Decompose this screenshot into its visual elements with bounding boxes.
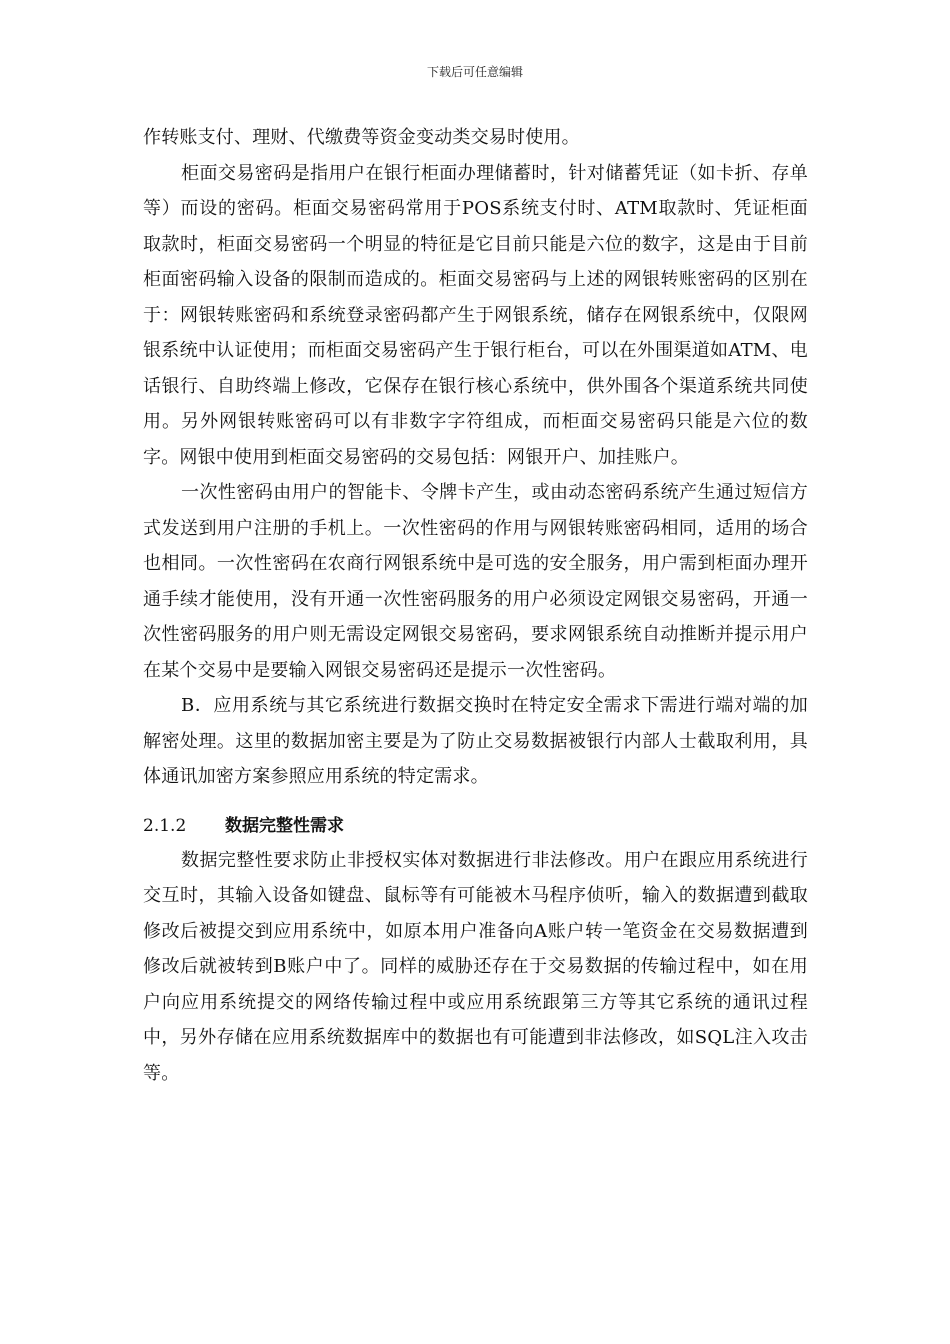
paragraph-data-integrity: 数据完整性要求防止非授权实体对数据进行非法修改。用户在跟应用系统进行交互时，其输入设备如键盘、鼠标等有可能被木马程序侦听，输入的数据遭到截取修改后被提交到应用系统中，如原本用户准备向A账户转一笔资金在交易数据遭到修改后就被转到B账户中了。同样的威胁还存在于交易数据的传输过程中，如在用户向应用系统提交的网络传输过程中或应用系统跟第三方等其它系统的通讯过程中，另外存储在应用系统数据库中的数据也有可能遭到非法修改，如SQL注入攻击等。 (143, 849, 808, 1084)
page-header: 下载后可任意编辑 (426, 65, 523, 79)
section-title: 数据完整性需求 (225, 815, 344, 836)
section-heading (143, 809, 808, 843)
section-number: 2.1.2 (143, 815, 187, 836)
paragraph-encryption: B．应用系统与其它系统进行数据交换时在特定安全需求下需进行端对端的加解密处理。这里的数据加密主要是为了防止交易数据被银行内部人士截取利用，具体通讯加密方案参照应用系统的特定需求。 (143, 695, 808, 787)
paragraph-one-time-password: 一次性密码由用户的智能卡、令牌卡产生，或由动态密码系统产生通过短信方式发送到用户注册的手机上。一次性密码的作用与网银转账密码相同，适用的场合也相同。一次性密码在农商行网银系统中是可选的安全服务，用户需到柜面办理开通手续才能使用，没有开通一次性密码服务的用户必须设定网银交易密码，开通一次性密码服务的用户则无需设定网银交易密码，要求网银系统自动推断并提示用户在某个交易中是要输入网银交易密码还是提示一次性密码。 (143, 482, 808, 681)
document-body (143, 120, 808, 1091)
paragraph-continuation: 作转账支付、理财、代缴费等资金变动类交易时使用。 (143, 127, 580, 148)
paragraph-counter-password: 柜面交易密码是指用户在银行柜面办理储蓄时，针对储蓄凭证（如卡折、存单等）而设的密码。柜面交易密码常用于POS系统支付时、ATM取款时、凭证柜面取款时，柜面交易密码一个明显的特征是它目前只能是六位的数字，这是由于目前柜面密码输入设备的限制而造成的。柜面交易密码与上述的网银转账密码的区别在于：网银转账密码和系统登录密码都产生于网银系统，储存在网银系统中，仅限网银系统中认证使用；而柜面交易密码产生于银行柜台，可以在外围渠道如ATM、电话银行、自助终端上修改，它保存在银行核心系统中，供外围各个渠道系统共同使用。另外网银转账密码可以有非数字字符组成，而柜面交易密码只能是六位的数字。网银中使用到柜面交易密码的交易包括：网银开户、加挂账户。 (143, 162, 808, 468)
